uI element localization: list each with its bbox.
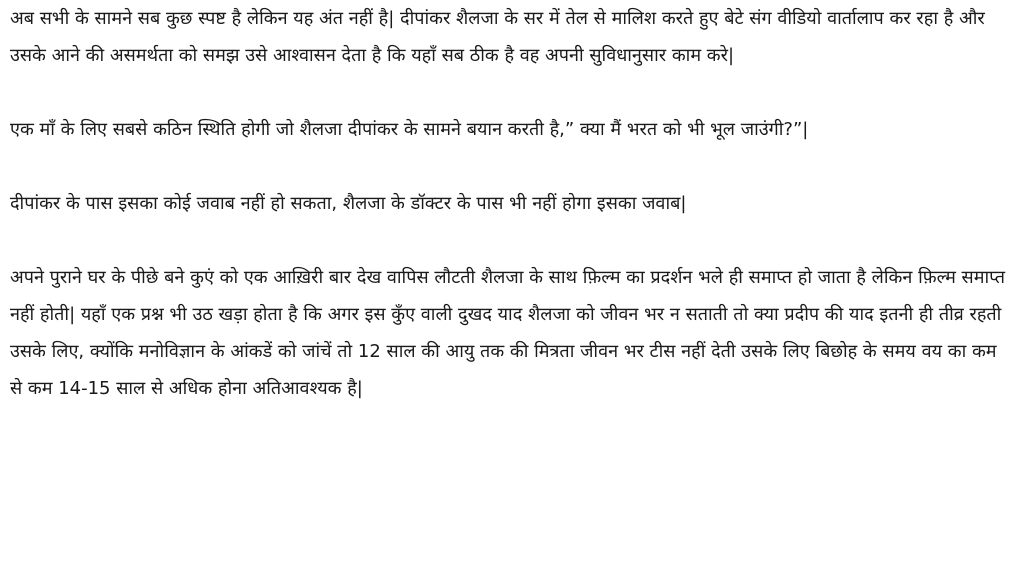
paragraph-spacer	[10, 222, 1013, 259]
paragraph-2: एक माँ के लिए सबसे कठिन स्थिति होगी जो शैलजा दीपांकर के सामने बयान करती है,” क्या मैं भरत को भी भूल जाउंगी?”|	[10, 119, 809, 140]
paragraph-3: दीपांकर के पास इसका कोई जवाब नहीं हो सकता, शैलजा के डॉक्टर के पास भी नहीं होगा इसका जवाब|	[10, 193, 687, 214]
paragraph-spacer	[10, 148, 1013, 185]
paragraph-4: अपने पुराने घर के पीछे बने कुएं को एक आख़िरी बार देख वापिस लौटती शैलजा के साथ फ़िल्म का प्रदर्शन भले ही समाप्त हो जाता है लेकिन फ़िल्म समाप्त नहीं होती| यहाँ एक प्रश्न भी उठ खड़ा होता है कि अगर इस कुँए वाली दुखद याद शैलजा को जीवन भर न सताती तो क्या प्रदीप की याद इतनी ही तीव्र रहती उसके लिए, क्योंकि मनोविज्ञान के आंकडें को जांचें तो 12 साल की आयु तक की मित्रता जीवन भर टीस नहीं देती उसके लिए बिछोह के समय वय का कम से कम 14-15 साल से अधिक होना अतिआवश्यक है|	[10, 267, 1005, 399]
paragraph-spacer	[10, 74, 1013, 111]
article-body	[10, 0, 1013, 407]
paragraph-1: अब सभी के सामने सब कुछ स्पष्ट है लेकिन यह अंत नहीं है| दीपांकर शैलजा के सर में तेल से मालिश करते हुए बेटे संग वीडियो वार्तालाप कर रहा है और उसके आने की असमर्थता को समझ उसे आश्वासन देता है कि यहाँ सब ठीक है वह अपनी सुविधानुसार काम करे|	[10, 8, 985, 66]
